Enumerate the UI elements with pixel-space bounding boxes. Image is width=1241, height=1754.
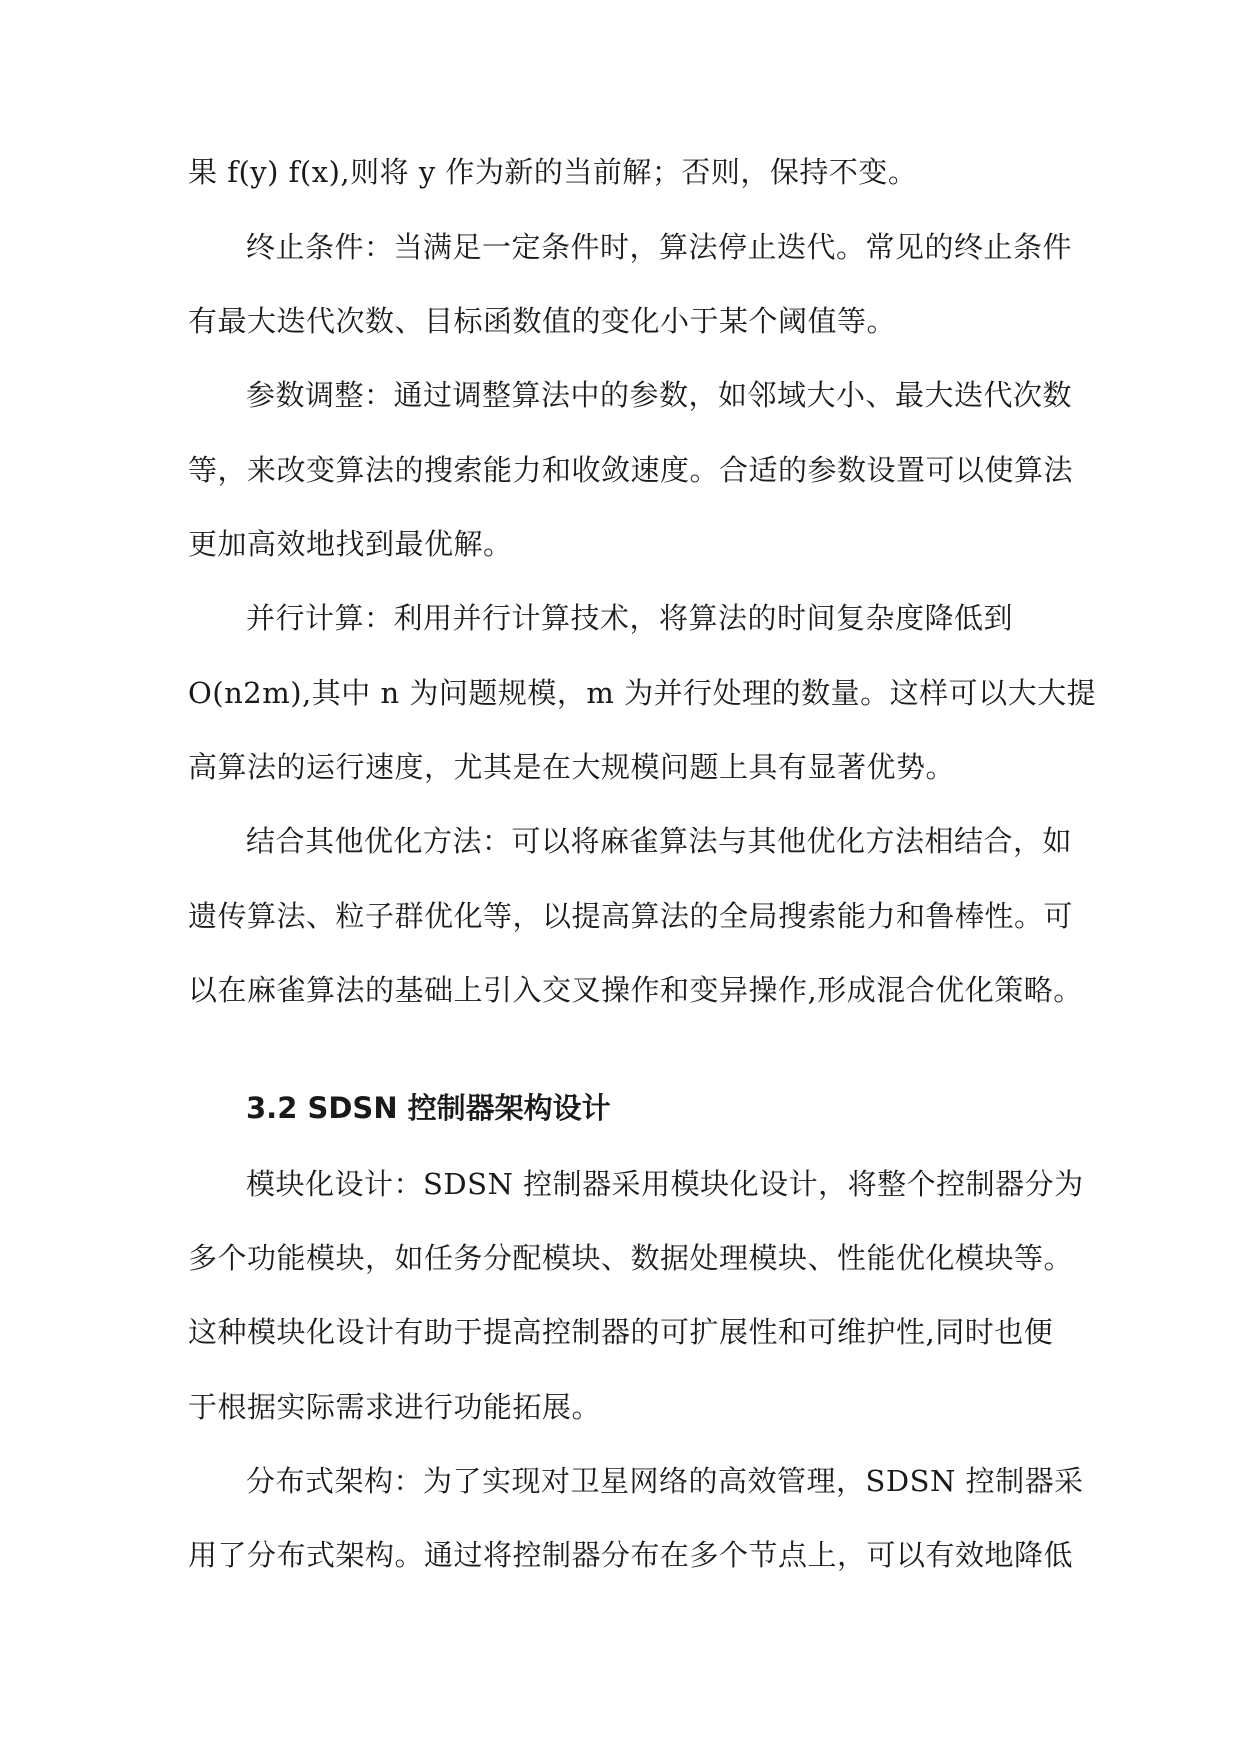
paragraph-line: 参数调整：通过调整算法中的参数，如邻域大小、最大迭代次数	[246, 378, 1073, 412]
paragraph-line: 于根据实际需求进行功能拓展。	[188, 1390, 602, 1424]
paragraph-line: 分布式架构：为了实现对卫星网络的高效管理，SDSN 控制器采	[246, 1464, 1084, 1498]
paragraph-line: 用了分布式架构。通过将控制器分布在多个节点上，可以有效地降低	[188, 1538, 1074, 1572]
paragraph-line: 更加高效地找到最优解。	[188, 527, 513, 561]
paragraph-line: 以在麻雀算法的基础上引入交叉操作和变异操作,形成混合优化策略。	[188, 973, 1083, 1007]
paragraph-line: 终止条件：当满足一定条件时，算法停止迭代。常见的终止条件	[246, 230, 1073, 264]
paragraph-line: O(n2m),其中 n 为问题规模，m 为并行处理的数量。这样可以大大提	[188, 676, 1097, 710]
paragraph-line: 结合其他优化方法：可以将麻雀算法与其他优化方法相结合，如	[246, 824, 1073, 858]
paragraph-line: 高算法的运行速度，尤其是在大规模问题上具有显著优势。	[188, 750, 956, 784]
paragraph-line: 有最大迭代次数、目标函数值的变化小于某个阈值等。	[188, 304, 897, 338]
paragraph-line: 模块化设计：SDSN 控制器采用模块化设计，将整个控制器分为	[246, 1167, 1084, 1201]
paragraph-line: 遗传算法、粒子群优化等，以提高算法的全局搜索能力和鲁棒性。可	[188, 899, 1074, 933]
paragraph-line: 这种模块化设计有助于提高控制器的可扩展性和可维护性,同时也便	[188, 1315, 1054, 1349]
section-heading: 3.2 SDSN 控制器架构设计	[246, 1091, 611, 1125]
paragraph-line: 等，来改变算法的搜索能力和收敛速度。合适的参数设置可以使算法	[188, 453, 1074, 487]
paragraph-line: 果 f(y) f(x),则将 y 作为新的当前解；否则，保持不变。	[188, 155, 918, 189]
paragraph-line: 并行计算：利用并行计算技术，将算法的时间复杂度降低到	[246, 601, 1014, 635]
paragraph-line: 多个功能模块，如任务分配模块、数据处理模块、性能优化模块等。	[188, 1241, 1074, 1275]
